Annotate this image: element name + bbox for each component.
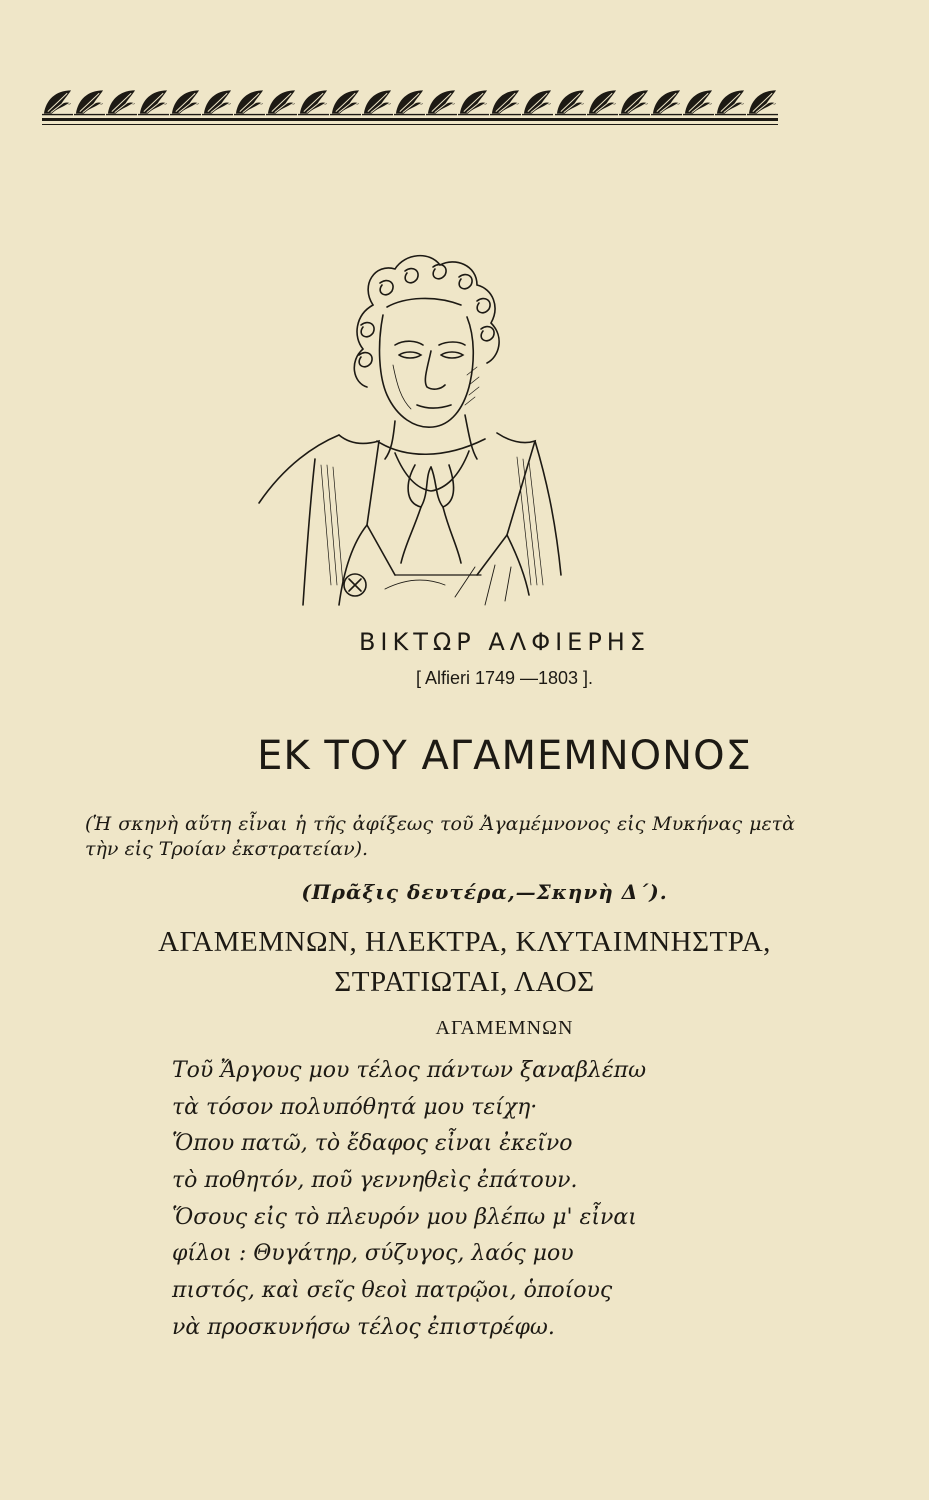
fan-ornament-icon xyxy=(234,86,265,116)
fan-ornament-icon xyxy=(42,86,73,116)
fan-ornament-icon xyxy=(587,86,618,116)
fan-ornament-icon xyxy=(490,86,521,116)
act-scene-heading: (Πρᾶξις δευτέρα,—Σκηνὴ Δ΄). xyxy=(301,880,668,904)
fan-ornament-icon xyxy=(426,86,457,116)
fan-ornament-icon xyxy=(555,86,586,116)
verse-line: Τοῦ Ἄργους μου τέλος πάντων ξαναβλέπω xyxy=(172,1058,647,1083)
verse-line: Ὅπου πατῶ, τὸ ἔδαφος εἶναι ἐκεῖνο xyxy=(172,1131,573,1157)
verse-line: πιστός, καὶ σεῖς θεοὶ πατρῷοι, ὁποίους xyxy=(172,1278,613,1304)
verse-line: τὰ τόσον πολυπόθητά μου τείχη· xyxy=(172,1094,538,1120)
author-portrait-engraving xyxy=(255,245,575,615)
verse-line: τὸ ποθητόν, ποῦ γεννηθεὶς ἐπάτουν. xyxy=(172,1168,578,1194)
fan-ornament-icon xyxy=(74,86,105,116)
fan-ornament-icon xyxy=(683,86,714,116)
author-name: ΒΙΚΤΩΡ ΑΛΦΙΕΡΗΣ xyxy=(358,628,651,656)
fan-ornament-icon xyxy=(458,86,489,116)
ornamental-header xyxy=(42,82,778,116)
verse-line: νὰ προσκυνήσω τέλος ἐπιστρέφω. xyxy=(172,1314,555,1340)
header-rule-thick xyxy=(42,118,778,121)
dramatis-personae xyxy=(60,922,869,1002)
fan-ornament-icon xyxy=(330,86,361,116)
fan-ornament-icon xyxy=(170,86,201,116)
fan-ornament-icon xyxy=(138,86,169,116)
speaker-name: ΑΓΑΜΕΜΝΩΝ xyxy=(435,1017,574,1039)
author-dates: [ Alfieri 1749 —1803 ]. xyxy=(415,668,594,688)
scene-note: (Ἡ σκηνὴ αὕτη εἶναι ἡ τῆς ἀφίξεως τοῦ Ἀγαμέμνονος εἰς Μυκήνας μετὰ τὴν εἰς Τροίαν ἐκστρατείαν). xyxy=(85,813,795,860)
verse-line: φίλοι : Θυγάτηρ, σύζυγος, λαός μου xyxy=(172,1241,574,1267)
fan-ornament-icon xyxy=(651,86,682,116)
fan-ornament-icon xyxy=(747,86,778,116)
fan-ornament-icon xyxy=(106,86,137,116)
fan-ornament-icon xyxy=(619,86,650,116)
fan-ornament-icon xyxy=(394,86,425,116)
header-rule-thin xyxy=(42,124,778,125)
verse-line: Ὅσους εἰς τὸ πλευρόν μου βλέπω μ' εἶναι xyxy=(172,1204,637,1230)
fan-ornament-icon xyxy=(266,86,297,116)
fan-ornament-icon xyxy=(715,86,746,116)
fan-ornament-icon xyxy=(202,86,233,116)
fan-ornament-icon xyxy=(362,86,393,116)
fan-ornament-icon xyxy=(298,86,329,116)
persons-line: ΣΤΡΑΤΙΩΤΑΙ, ΛΑΟΣ xyxy=(334,966,595,998)
fan-ornament-icon xyxy=(522,86,553,116)
page-title: ΕΚ ΤΟΥ ΑΓΑΜΕΜΝΟΝΟΣ xyxy=(257,733,752,779)
persons-line: ΑΓΑΜΕΜΝΩΝ, ΗΛΕΚΤΡΑ, ΚΛΥΤΑΙΜΝΗΣΤΡΑ, xyxy=(158,926,771,958)
verse-block xyxy=(172,1053,692,1347)
